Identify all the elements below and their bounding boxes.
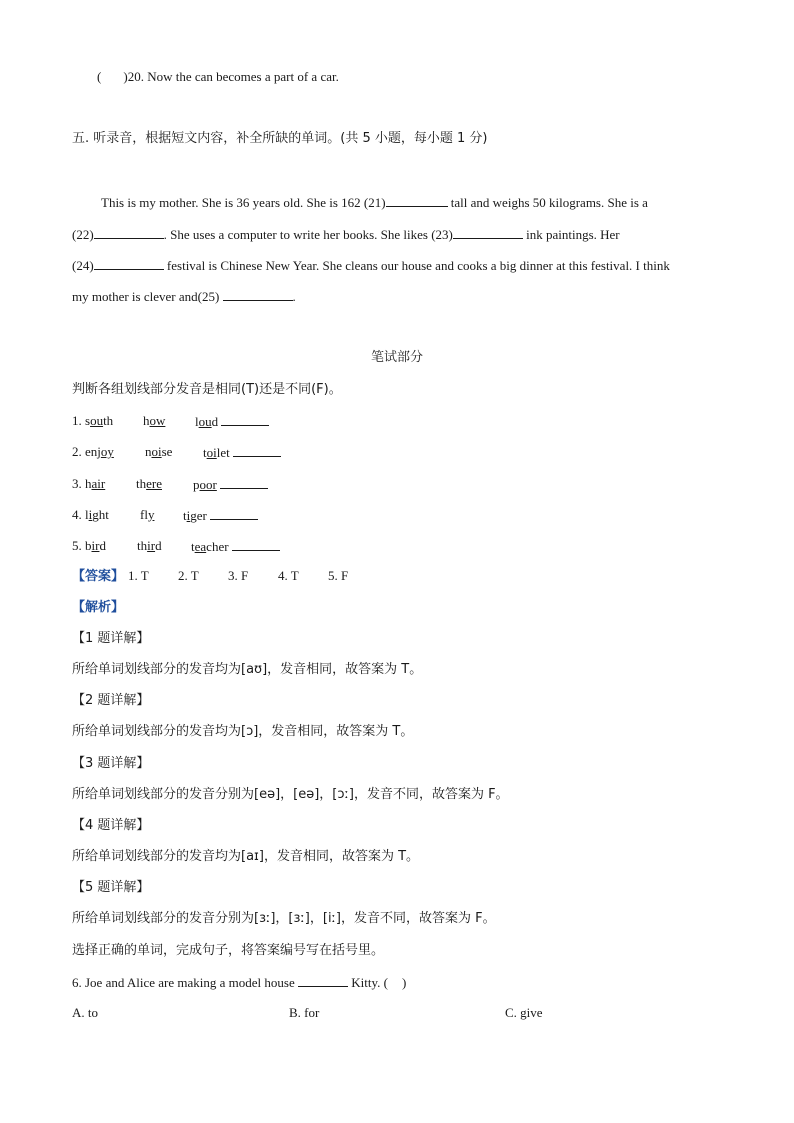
- q6-option-b[interactable]: B. for: [289, 1005, 320, 1020]
- detail-4-text: 所给单词划线部分的发音均为[aɪ]，发音相同，故答案为 T。: [72, 849, 420, 864]
- choose-instruction: 选择正确的单词，完成句子，将答案编号写在括号里。: [72, 943, 385, 958]
- detail-3-text: 所给单词划线部分的发音分别为[eə]，[eə]，[ɔː]，发音不同，故答案为 F。: [72, 787, 509, 802]
- item-word-1: 1. south: [72, 413, 114, 428]
- answer-3: 3. F: [228, 568, 249, 583]
- blank-21[interactable]: [386, 194, 448, 207]
- analysis-label: 【解析】: [72, 600, 125, 615]
- item-word-2: there: [136, 476, 162, 491]
- question-6: 6. Joe and Alice are making a model house Kitty. ( ): [72, 975, 407, 990]
- answer-blank[interactable]: [232, 538, 280, 551]
- q6-option-a[interactable]: A. to: [72, 1005, 98, 1020]
- detail-4-label: 【4 题详解】: [72, 818, 150, 833]
- written-part-title: 笔试部分: [370, 350, 423, 365]
- detail-2-label: 【2 题详解】: [72, 693, 150, 708]
- blank-22[interactable]: [94, 226, 164, 239]
- item-word-3: toilet: [203, 444, 281, 461]
- blank-23[interactable]: [453, 226, 523, 239]
- item-word-1: 4. light: [72, 507, 109, 522]
- q6-blank[interactable]: [298, 974, 348, 987]
- answer-4: 4. T: [278, 568, 299, 583]
- blank-25[interactable]: [223, 288, 293, 301]
- detail-3-label: 【3 题详解】: [72, 756, 150, 771]
- item-word-3: loud: [195, 413, 269, 430]
- item-word-3: poor: [193, 476, 268, 493]
- answer-5: 5. F: [328, 568, 349, 583]
- detail-5-label: 【5 题详解】: [72, 880, 150, 895]
- passage-line-3: (24) festival is Chinese New Year. She cleans our house and cooks a big dinner at this festival. I think: [72, 258, 670, 273]
- detail-1-text: 所给单词划线部分的发音均为[aʊ]，发音相同，故答案为 T。: [72, 662, 423, 677]
- detail-5-text: 所给单词划线部分的发音分别为[ɜː]，[ɜː]，[iː]，发音不同，故答案为 F。: [72, 911, 496, 926]
- passage-line-4: my mother is clever and(25) .: [72, 289, 296, 304]
- passage-line-2: (22) . She uses a computer to write her books. She likes (23) ink paintings. Her: [72, 227, 620, 242]
- item-word-3: teacher: [191, 538, 280, 555]
- item-word-2: third: [137, 538, 162, 553]
- item-word-1: 3. hair: [72, 476, 106, 491]
- answer-blank[interactable]: [233, 444, 281, 457]
- blank-24[interactable]: [94, 257, 164, 270]
- item-word-2: noise: [145, 444, 173, 459]
- item-word-3: tiger: [183, 507, 258, 524]
- item-word-2: fly: [140, 507, 155, 522]
- item-word-1: 5. bird: [72, 538, 106, 553]
- detail-2-text: 所给单词划线部分的发音均为[ɔ]，发音相同，故答案为 T。: [72, 724, 414, 739]
- pronunciation-instruction: 判断各组划线部分发音是相同(T)还是不同(F)。: [72, 382, 342, 397]
- answer-blank[interactable]: [220, 476, 268, 489]
- item-word-1: 2. enjoy: [72, 444, 114, 459]
- q6-option-c[interactable]: C. give: [505, 1005, 543, 1020]
- detail-1-label: 【1 题详解】: [72, 631, 150, 646]
- answer-blank[interactable]: [210, 507, 258, 520]
- answer-2: 2. T: [178, 568, 199, 583]
- answer-label: 【答案】: [72, 569, 125, 584]
- answer-1: 1. T: [128, 568, 149, 583]
- passage-line-1: This is my mother. She is 36 years old. She is 162 (21) tall and weighs 50 kilograms. She is a: [101, 195, 648, 210]
- item-word-2: how: [143, 413, 166, 428]
- answer-row: [72, 568, 124, 585]
- question-20: ( )20. Now the can becomes a part of a car.: [97, 69, 339, 84]
- section-5-heading: 五. 听录音，根据短文内容，补全所缺的单词。(共 5 小题，每小题 1 分): [72, 131, 488, 146]
- answer-blank[interactable]: [221, 413, 269, 426]
